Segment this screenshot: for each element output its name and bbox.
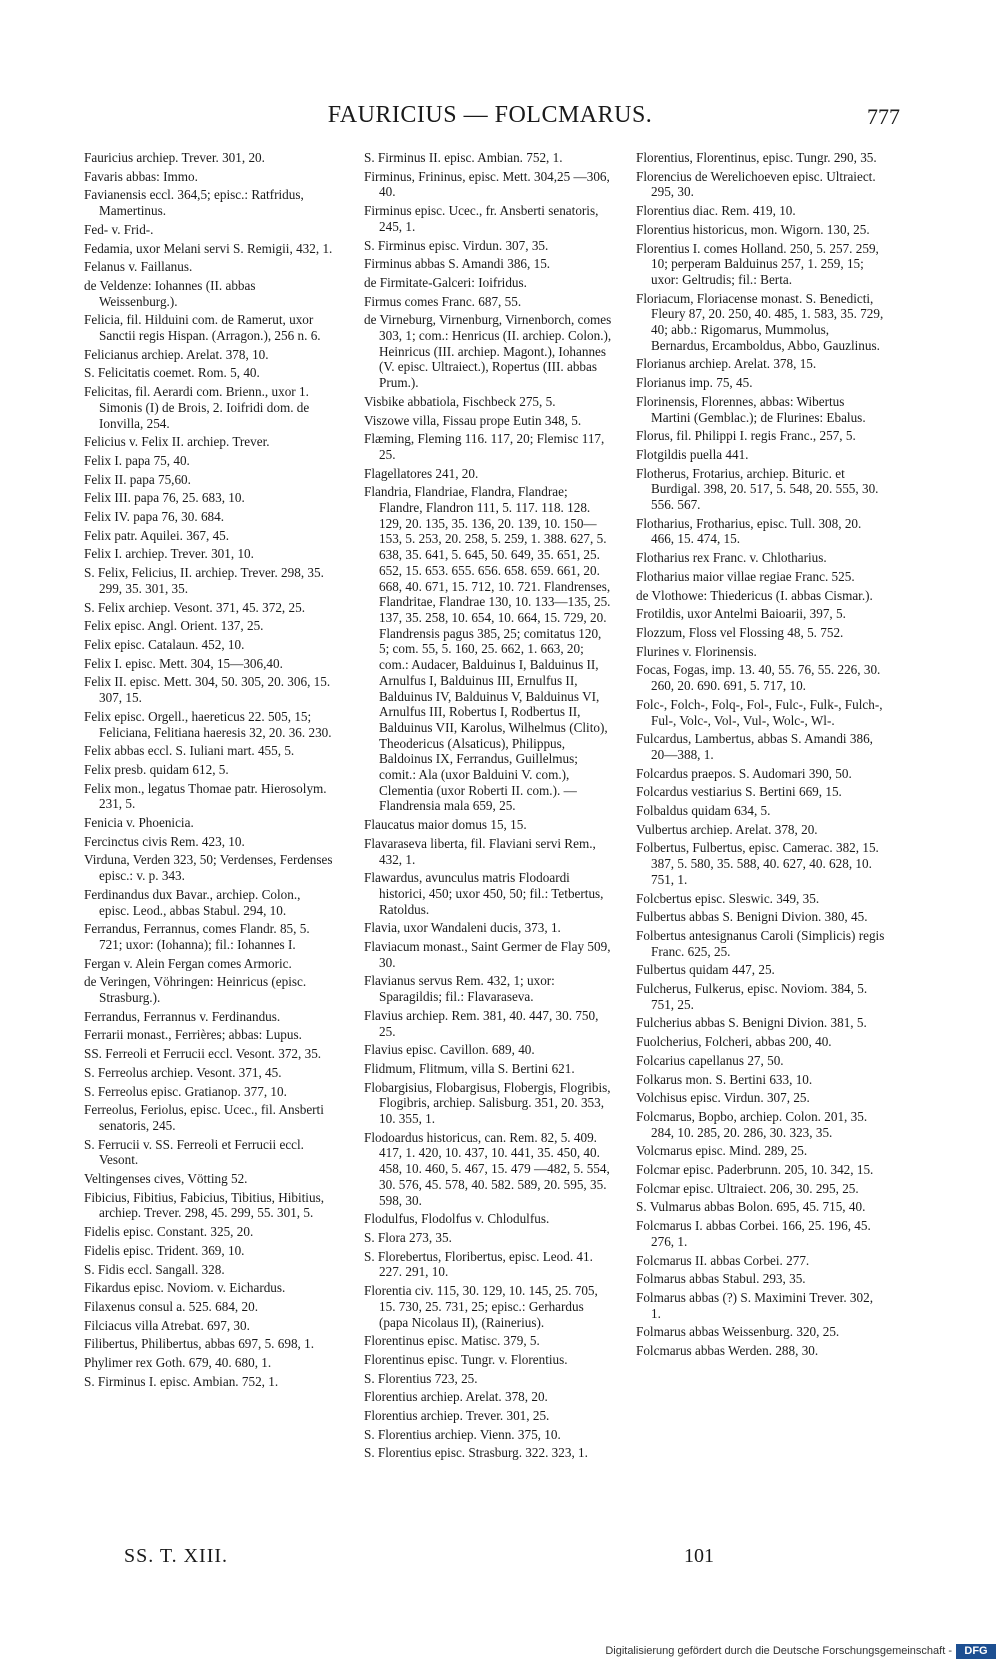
index-entry: Flurines v. Florinensis. [636, 643, 757, 659]
index-entry: Flotherus, Frotarius, archiep. Bituric. et Burdigal. 398, 20. 517, 5. 548, 20. 555, 30. 556. 567. [636, 465, 882, 513]
index-entry: S. Florentius archiep. Vienn. 375, 10. [364, 1426, 561, 1442]
index-entry: Vulbertus archiep. Arelat. 378, 20. [636, 821, 818, 837]
index-entry: Fidelis episc. Constant. 325, 20. [84, 1224, 254, 1240]
index-entry: Felix episc. Catalaun. 452, 10. [84, 636, 245, 652]
index-entry: Felix I. episc. Mett. 304, 15—306,40. [84, 655, 283, 671]
index-entry: Florentius diac. Rem. 419, 10. [636, 203, 796, 219]
index-entry: Folmarus abbas Weissenburg. 320, 25. [636, 1324, 840, 1340]
index-entry: Folcmarus, Bopbo, archiep. Colon. 201, 35. 284, 10. 285, 20. 286, 30. 323, 35. [636, 1108, 871, 1140]
index-entry: Florentinus episc. Matisc. 379, 5. [364, 1333, 540, 1349]
index-entry: Folmarus abbas Stabul. 293, 35. [636, 1271, 806, 1287]
index-entry: Ferrarii monast., Ferrières; abbas: Lupus. [84, 1027, 302, 1043]
index-entry: Felix mon., legatus Thomae patr. Hierosolym. 231, 5. [84, 780, 330, 812]
page-header [80, 102, 900, 136]
index-entry: Felix I. archiep. Trever. 301, 10. [84, 546, 254, 562]
index-entry: Veltingenses cives, Vötting 52. [84, 1171, 248, 1187]
index-entry: Visbike abbatiola, Fischbeck 275, 5. [364, 393, 556, 409]
index-entry: Firmus comes Franc. 687, 55. [364, 293, 522, 309]
index-entry: Favaris abbas: Immo. [84, 168, 198, 184]
index-column-right [636, 150, 886, 1362]
index-entry: Filibertus, Philibertus, abbas 697, 5. 698, 1. [84, 1336, 315, 1352]
index-entry: Fauricius archiep. Trever. 301, 20. [84, 150, 265, 165]
index-column-left [84, 150, 334, 1393]
index-entry: Ferrandus, Ferrannus, comes Flandr. 85, 5. 721; uxor: (Iohanna); fil.: Iohannes I. [84, 921, 313, 952]
index-entry: Firminus, Frininus, episc. Mett. 304,25 —306, 40. [364, 168, 614, 200]
index-entry: Folbaldus quidam 634, 5. [636, 803, 771, 819]
funding-bar [0, 1644, 1000, 1661]
index-entry: Fed- v. Frid-. [84, 221, 154, 237]
index-column-middle [364, 150, 614, 1464]
index-entry: Filaxenus consul a. 525. 684, 20. [84, 1299, 258, 1314]
index-entry: S. Felicitatis coemet. Rom. 5, 40. [84, 365, 260, 381]
index-entry: Folc-, Folch-, Folq-, Fol-, Fulc-, Fulk-, Fulch-, Ful-, Volc-, Vol-, Vul-, Wolc-, Wl-. [636, 696, 886, 728]
index-entry: Flandria, Flandriae, Flandra, Flandrae; Flandre, Flandron 111, 5. 117. 118. 128. 129, 20. 135, 35. 136, 20. 139, 10. 150—153, 5. 253, 20. 258, 5. 259, 1. 388. 627, 5. 638, 35. 641, 5. 645, 50. 649, 35. 651, 25. 652, 15. 653. 655. 656. 658. 659. 661, 20. 668, 40. 671, 15. 712, 10. 721. Flandrenses, Flandritae, Flandrae 130, 10. 133—135, 25. 137, 35. 258, 10. 654, 10. 664, 15. 729, 20. Flandrensis pagus 385, 25; comitatus 120, 5; com. 55, 5. 160, 25. 662, 1. 663, 20; com.: Audacer, Balduinus I, Balduinus II, Arnulfus I, Balduinus III, Ernulfus II, Balduinus IV, Balduinus V, Balduinus VI, Arnulfus III, Robertus I, Rodbertus II, Balduinus VII, Karolus, Wilhelmus (Clito), Theodericus (Alsaticus), Philippus, Baldoinus IX, Ferrandus, Guillelmus; comit.: Ala (uxor Balduini V. com.), Clementia (uxor Roberti II. com.). — Flandrensia mala 659, 25. [364, 484, 614, 814]
page-number: 777 [867, 104, 900, 129]
index-entry: Folcmarus abbas Werden. 288, 30. [636, 1343, 819, 1359]
index-entry: Flawardus, avunculus matris Flodoardi historici, 450; uxor 450, 50; fil.: Tetbertus, Ratoldus. [364, 870, 607, 917]
index-entry: Flodulfus, Flodolfus v. Chlodulfus. [364, 1211, 550, 1227]
index-entry: Flæming, Fleming 116. 117, 20; Flemisc 117, 25. [364, 431, 608, 462]
index-entry: Folcmarus I. abbas Corbei. 166, 25. 196, 45. 276, 1. [636, 1218, 875, 1249]
index-entry: de Virneburg, Virnenburg, Virnenborch, comes 303, 1; com.: Henricus (II. archiep. Colon.), Heinricus (III. archiep. Magont.), Iohannes (V. episc. Ultraiect.), Ropertus (III. abbas Prum.). [364, 312, 615, 391]
funding-note: Digitalisierung gefördert durch die Deutsche Forschungsgemeinschaft - [605, 1645, 952, 1657]
index-entry: Fulbertus quidam 447, 25. [636, 962, 775, 978]
index-entry: Florentius archiep. Arelat. 378, 20. [364, 1389, 548, 1405]
index-entry: Felix II. papa 75,60. [84, 471, 191, 487]
index-entry: Fikardus episc. Noviom. v. Eichardus. [84, 1280, 286, 1296]
index-entry: Florianus archiep. Arelat. 378, 15. [636, 356, 817, 372]
index-entry: Flotharius rex Franc. v. Chlotharius. [636, 550, 827, 566]
index-entry: Frotildis, uxor Antelmi Baioarii, 397, 5. [636, 606, 846, 622]
index-entry: Felix I. papa 75, 40. [84, 452, 190, 468]
index-entry: S. Firminus I. episc. Ambian. 752, 1. [84, 1373, 279, 1389]
index-entry: Flavius archiep. Rem. 381, 40. 447, 30. 750, 25. [364, 1007, 602, 1039]
index-entry: Felicianus archiep. Arelat. 378, 10. [84, 346, 269, 362]
index-entry: Felanus v. Faillanus. [84, 259, 193, 275]
index-entry: Flagellatores 241, 20. [364, 465, 479, 481]
index-entry: Folmarus abbas (?) S. Maximini Trever. 302, 1. [636, 1290, 877, 1321]
index-entry: Felix presb. quidam 612, 5. [84, 761, 229, 777]
index-entry: Flotharius maior villae regiae Franc. 525. [636, 568, 855, 584]
index-entry: Felix IV. papa 76, 30. 684. [84, 509, 225, 525]
index-entry: S. Florebertus, Floribertus, episc. Leod. 41. 227. 291, 10. [364, 1248, 597, 1280]
index-entry: de Veringen, Vöhringen: Heinricus (episc. Strasburg.). [84, 974, 310, 1006]
index-entry: Felicitas, fil. Aerardi com. Brienn., uxor 1. Simonis (I) de Brois, 2. Ioifridi dom. de Ionvilla, 254. [84, 384, 313, 431]
index-entry: Flavia, uxor Wandaleni ducis, 373, 1. [364, 920, 561, 936]
index-entry: Flavius episc. Cavillon. 689, 40. [364, 1042, 535, 1058]
index-entry: S. Fidis eccl. Sangall. 328. [84, 1261, 225, 1277]
index-entry: Florus, fil. Philippi I. regis Franc., 257, 5. [636, 428, 856, 444]
index-entry: Volcmarus episc. Mind. 289, 25. [636, 1143, 808, 1159]
index-entry: Felicius v. Felix II. archiep. Trever. [84, 434, 270, 450]
index-entry: Folcmar episc. Paderbrunn. 205, 10. 342, 15. [636, 1162, 874, 1178]
index-entry: Flavianus servus Rem. 432, 1; uxor: Sparagildis; fil.: Flavaraseva. [364, 973, 559, 1005]
index-entry: Felicia, fil. Hilduini com. de Ramerut, uxor Sanctii regis Hispan. (Arragon.), 256 n. 6. [84, 312, 321, 344]
index-entry: Fuolcherius, Folcheri, abbas 200, 40. [636, 1034, 832, 1050]
index-entry: Folcmar episc. Ultraiect. 206, 30. 295, 25. [636, 1180, 859, 1196]
index-entry: Filciacus villa Atrebat. 697, 30. [84, 1317, 250, 1333]
index-entry: Flotharius, Frotharius, episc. Tull. 308, 20. 466, 15. 474, 15. [636, 515, 865, 547]
index-entry: Flavaraseva liberta, fil. Flaviani servi Rem., 432, 1. [364, 835, 600, 867]
index-entry: Florentius archiep. Trever. 301, 25. [364, 1408, 550, 1424]
index-entry: S. Ferreolus archiep. Vesont. 371, 45. [84, 1064, 282, 1080]
index-entry: Virduna, Verden 323, 50; Verdenses, Ferdenses episc.: v. p. 343. [84, 852, 336, 884]
index-entry: Fedamia, uxor Melani servi S. Remigii, 432, 1. [84, 240, 333, 256]
index-entry: de Veldenze: Iohannes (II. abbas Weissenburg.). [84, 277, 259, 309]
index-entry: Florentinus episc. Tungr. v. Florentius. [364, 1351, 568, 1367]
index-entry: Ferreolus, Feriolus, episc. Ucec., fil. Ansberti senatoris, 245. [84, 1102, 328, 1133]
index-entry: Folbertus, Fulbertus, episc. Camerac. 382, 15. 387, 5. 580, 35. 588, 40. 627, 40. 628, 10. 751, 1. [636, 840, 883, 887]
index-entry: S. Flora 273, 35. [364, 1230, 452, 1245]
index-entry: Florinensis, Florennes, abbas: Wibertus Martini (Gemblac.); de Flurines: Ebalus. [636, 393, 866, 425]
index-entry: Flidmum, Flitmum, villa S. Bertini 621. [364, 1060, 575, 1076]
index-entry: S. Florentius episc. Strasburg. 322. 323, 1. [364, 1445, 588, 1461]
index-entry: Florentius I. comes Holland. 250, 5. 257. 259, 10; perperam Balduinus 257, 1. 259, 15; uxor: Geltrudis; fil.: Berta. [636, 240, 883, 287]
index-entry: Fulbertus abbas S. Benigni Divion. 380, 45. [636, 909, 868, 925]
page-title: FAURICIUS — FOLCMARUS. [327, 102, 653, 128]
index-entry: Felix episc. Orgell., haereticus 22. 505, 15; Feliciana, Felitiana haeresis 32, 20. 36. 230. [84, 708, 332, 740]
index-entry: Florentius, Florentinus, episc. Tungr. 290, 35. [636, 150, 877, 165]
index-entry: Folkarus mon. S. Bertini 633, 10. [636, 1071, 813, 1087]
index-entry: S. Felix archiep. Vesont. 371, 45. 372, 25. [84, 599, 305, 615]
index-entry: S. Vulmarus abbas Bolon. 695, 45. 715, 40. [636, 1199, 866, 1215]
index-entry: Folcarius capellanus 27, 50. [636, 1052, 784, 1068]
index-entry: Felix III. papa 76, 25. 683, 10. [84, 490, 245, 506]
index-entry: Fercinctus civis Rem. 423, 10. [84, 833, 245, 849]
index-entry: Firminus episc. Ucec., fr. Ansberti senatoris, 245, 1. [364, 203, 602, 234]
index-entry: SS. Ferreoli et Ferrucii eccl. Vesont. 372, 35. [84, 1046, 322, 1062]
index-entry: Fibicius, Fibitius, Fabicius, Tibitius, Hibitius, archiep. Trever. 298, 45. 299, 55. 301, 5. [84, 1189, 328, 1221]
index-entry: de Firmitate-Galceri: Ioifridus. [364, 274, 527, 290]
index-entry: Florentius historicus, mon. Wigorn. 130, 25. [636, 221, 870, 237]
index-entry: S. Ferrucii v. SS. Ferreoli et Ferrucii eccl. Vesont. [84, 1136, 308, 1168]
index-entry: Flodoardus historicus, can. Rem. 82, 5. 409. 417, 1. 420, 10. 437, 10. 441, 35. 450, 40. 458, 10. 460, 5. 467, 15. 479 —482, 5. 554, 30. 576, 45. 578, 40. 582. 589, 20. 595, 35. 598, 30. [364, 1129, 614, 1208]
index-entry: Fulcardus, Lambertus, abbas S. Amandi 386, 20—388, 1. [636, 731, 877, 762]
index-entry: Felix patr. Aquilei. 367, 45. [84, 527, 230, 543]
index-entry: Folcardus praepos. S. Audomari 390, 50. [636, 765, 852, 781]
index-entry: Felix II. episc. Mett. 304, 50. 305, 20. 306, 15. 307, 15. [84, 674, 334, 706]
index-entry: Phylimer rex Goth. 679, 40. 680, 1. [84, 1355, 272, 1371]
index-entry: Focas, Fogas, imp. 13. 40, 55. 76, 55. 226, 30. 260, 20. 690. 691, 5. 717, 10. [636, 662, 884, 694]
dfg-logo-icon: DFG [956, 1644, 996, 1659]
index-entry: S. Ferreolus episc. Gratianop. 377, 10. [84, 1083, 287, 1099]
index-entry: Folcardus vestiarius S. Bertini 669, 15. [636, 784, 842, 800]
index-entry: Folcmarus II. abbas Corbei. 277. [636, 1252, 810, 1268]
index-entry: Florentia civ. 115, 30. 129, 10. 145, 25. 705, 15. 730, 25. 731, 25; episc.: Gerhardus (papa Nicolaus II), (Rainerius). [364, 1283, 602, 1330]
index-entry: Flobargisius, Flobargisus, Flobergis, Flogribis, Flogibris, archiep. Salisburg. 351, 20. 353, 10. 355, 1. [364, 1079, 614, 1127]
index-entry: Fulcherius abbas S. Benigni Divion. 381, 5. [636, 1015, 867, 1031]
index-entry: Fergan v. Alein Fergan comes Armoric. [84, 955, 292, 971]
signature-mark: SS. T. XIII. [124, 1545, 229, 1567]
index-entry: Favianensis eccl. 364,5; episc.: Ratfridus, Mamertinus. [84, 187, 308, 219]
index-entry: Folbertus antesignanus Caroli (Simplicis) regis Franc. 625, 25. [636, 927, 888, 959]
index-entry: Florianus imp. 75, 45. [636, 375, 753, 391]
page-footer [84, 1545, 764, 1585]
index-entry: Viszowe villa, Fissau prope Eutin 348, 5. [364, 412, 582, 428]
index-entry: Flaucatus maior domus 15, 15. [364, 817, 527, 833]
index-entry: Felix abbas eccl. S. Iuliani mart. 455, 5. [84, 743, 295, 759]
index-entry: Folcbertus episc. Sleswic. 349, 35. [636, 890, 820, 906]
index-entry: Felix episc. Angl. Orient. 137, 25. [84, 618, 264, 634]
index-entry: Fidelis episc. Trident. 369, 10. [84, 1242, 245, 1258]
index-entry: S. Felix, Felicius, II. archiep. Trever. 298, 35. 299, 35. 301, 35. [84, 565, 328, 596]
index-entry: Flotgildis puella 441. [636, 446, 749, 462]
index-entry: Flaviacum monast., Saint Germer de Flay 509, 30. [364, 939, 614, 970]
index-entry: S. Firminus episc. Virdun. 307, 35. [364, 237, 549, 253]
index-entry: Ferdinandus dux Bavar., archiep. Colon., episc. Leod., abbas Stabul. 294, 10. [84, 886, 304, 918]
index-entry: Fenicia v. Phoenicia. [84, 815, 194, 831]
index-entry: Ferrandus, Ferrannus v. Ferdinandus. [84, 1008, 281, 1024]
sheet-number: 101 [684, 1545, 714, 1567]
index-entry: Firminus abbas S. Amandi 386, 15. [364, 256, 551, 272]
index-entry: Flozzum, Floss vel Flossing 48, 5. 752. [636, 624, 844, 640]
index-entry: S. Firminus II. episc. Ambian. 752, 1. [364, 150, 563, 165]
index-entry: Volchisus episc. Virdun. 307, 25. [636, 1090, 810, 1106]
index-entry: Fulcherus, Fulkerus, episc. Noviom. 384, 5. 751, 25. [636, 981, 871, 1012]
index-entry: Floriacum, Floriacense monast. S. Benedicti, Fleury 87, 20. 250, 40. 485, 1. 583, 35. 729, 40; abb.: Rigomarus, Mummolus, Bernardus, Ercamboldus, Abbo, Gauzlinus. [636, 290, 887, 353]
index-entry: de Vlothowe: Thiedericus (I. abbas Cismar.). [636, 587, 873, 603]
index-entry: S. Florentius 723, 25. [364, 1370, 478, 1386]
index-entry: Florencius de Werelichoeven episc. Ultraiect. 295, 30. [636, 168, 879, 200]
